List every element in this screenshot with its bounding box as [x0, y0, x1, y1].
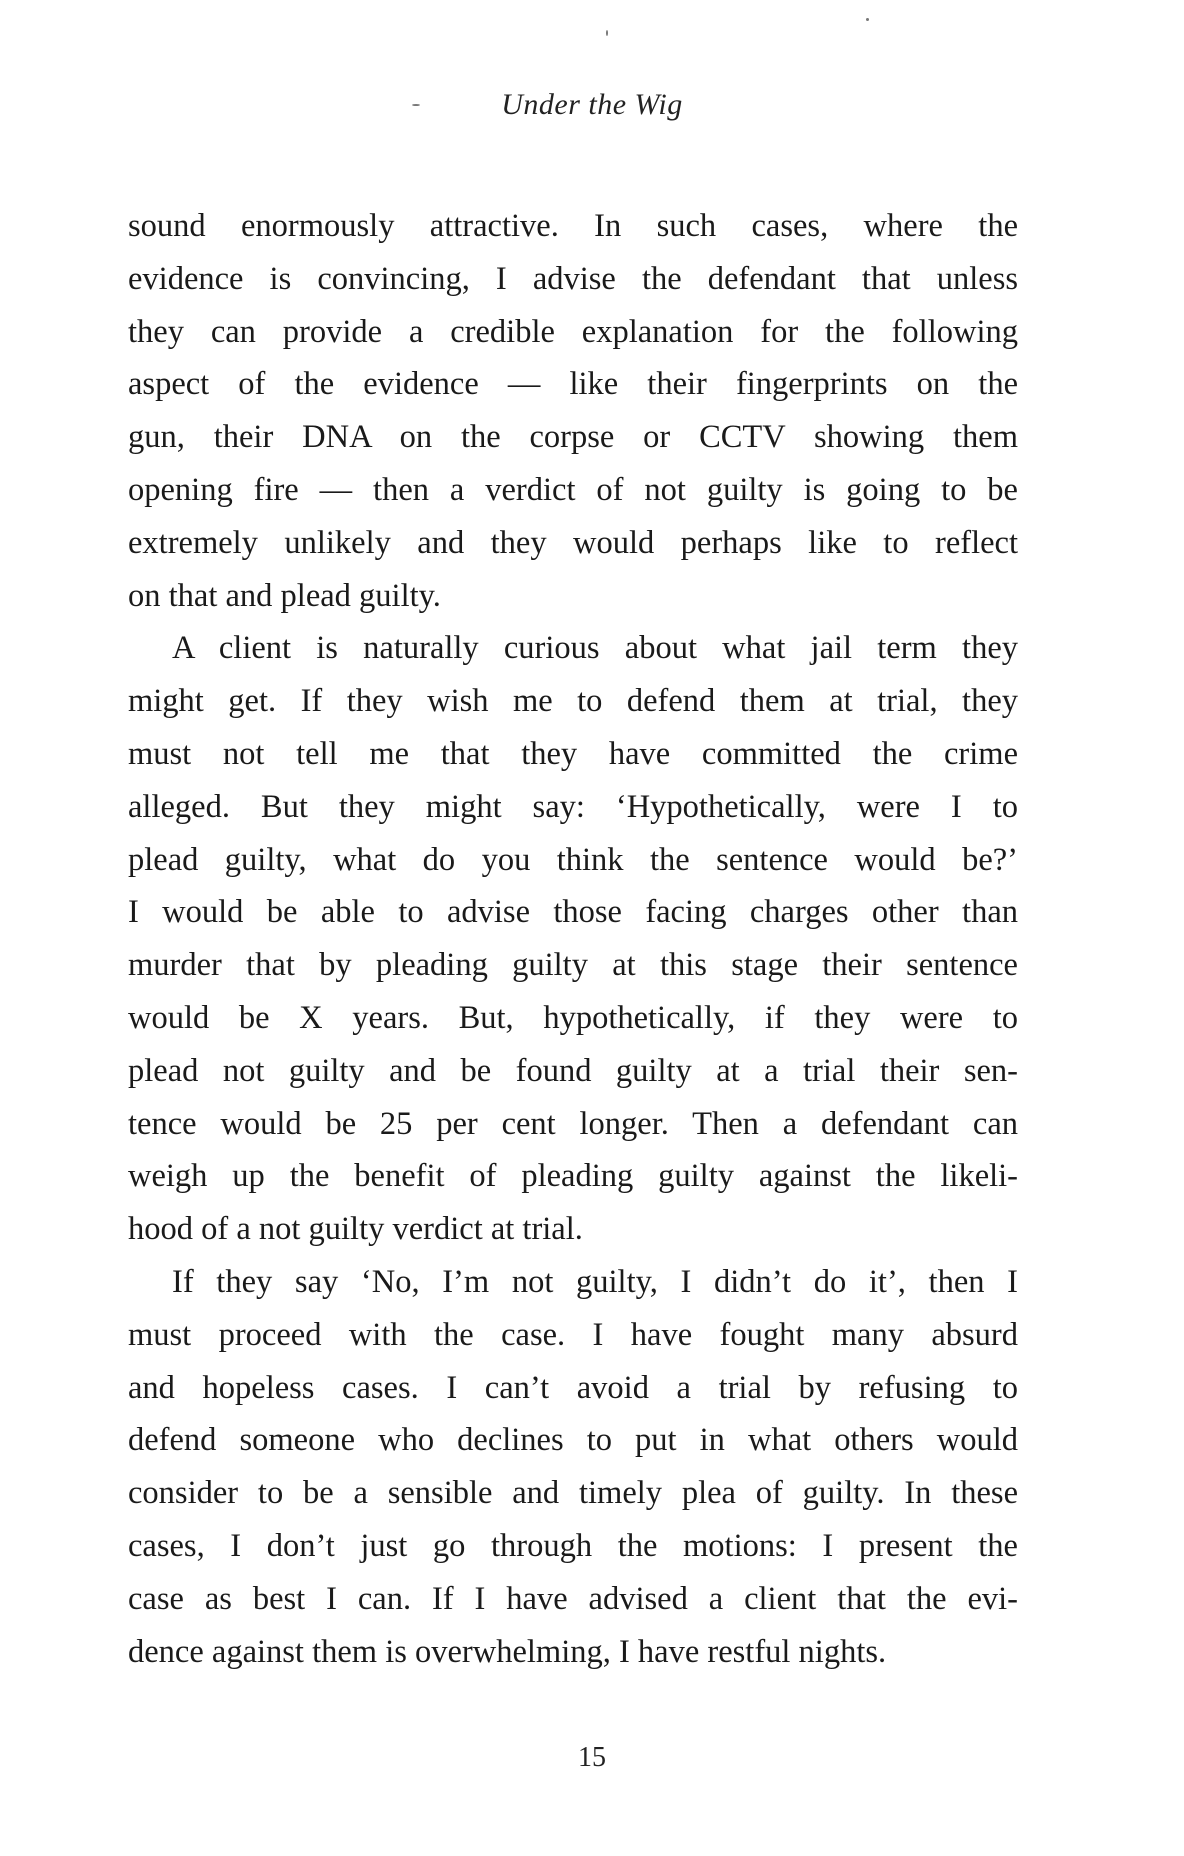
text-line: might get. If they wish me to defend them at trial, they	[128, 683, 1018, 720]
text-line: dence against them is overwhelming, I have restful nights.	[128, 1633, 887, 1670]
text-line: they can provide a credible explanation for the following	[128, 313, 1018, 350]
text-line: I would be able to advise those facing charges other than	[128, 894, 1018, 931]
text-line: plead not guilty and be found guilty at a trial their sen-	[128, 1052, 1018, 1089]
text-line: gun, their DNA on the corpse or CCTV showing them	[128, 419, 1018, 456]
text-line: alleged. But they might say: ‘Hypothetically, were I to	[128, 788, 1018, 825]
text-line: A client is naturally curious about what jail term they	[172, 630, 1018, 667]
text-line: If they say ‘No, I’m not guilty, I didn’t do it’, then I	[172, 1263, 1018, 1300]
paragraph	[128, 622, 1018, 1256]
text-line: hood of a not guilty verdict at trial.	[128, 1211, 583, 1248]
text-line: opening fire — then a verdict of not guilty is going to be	[128, 471, 1018, 508]
running-title: Under the Wig	[501, 88, 683, 121]
text-line: must proceed with the case. I have fought many absurd	[128, 1316, 1018, 1353]
text-line: murder that by pleading guilty at this stage their sentence	[128, 947, 1018, 984]
text-line: sound enormously attractive. In such cases, where the	[128, 208, 1018, 244]
text-line: cases, I don’t just go through the motions: I present the	[128, 1527, 1018, 1564]
paragraph	[128, 1256, 1018, 1678]
text-line: defend someone who declines to put in what others would	[128, 1422, 1018, 1459]
body-text	[128, 200, 1018, 1678]
page-number: 15	[578, 1742, 606, 1773]
text-line: and hopeless cases. I can’t avoid a trial by refusing to	[128, 1369, 1018, 1406]
text-line: tence would be 25 per cent longer. Then a defendant can	[128, 1105, 1018, 1142]
text-line: consider to be a sensible and timely plea of guilty. In these	[128, 1475, 1018, 1512]
paragraph	[128, 200, 1018, 622]
print-speck	[866, 18, 869, 21]
text-line: aspect of the evidence — like their fingerprints on the	[128, 366, 1018, 403]
text-line: extremely unlikely and they would perhaps like to reflect	[128, 524, 1018, 561]
text-line: on that and plead guilty.	[128, 577, 441, 614]
text-line: would be X years. But, hypothetically, if they were to	[128, 999, 1018, 1036]
print-speck	[606, 30, 608, 36]
text-line: evidence is convincing, I advise the defendant that unless	[128, 260, 1018, 297]
text-line: must not tell me that they have committed the crime	[128, 735, 1018, 772]
text-line: case as best I can. If I have advised a client that the evi-	[128, 1580, 1018, 1617]
text-line: plead guilty, what do you think the sentence would be?’	[128, 841, 1018, 878]
text-line: weigh up the benefit of pleading guilty against the likeli-	[128, 1158, 1018, 1195]
